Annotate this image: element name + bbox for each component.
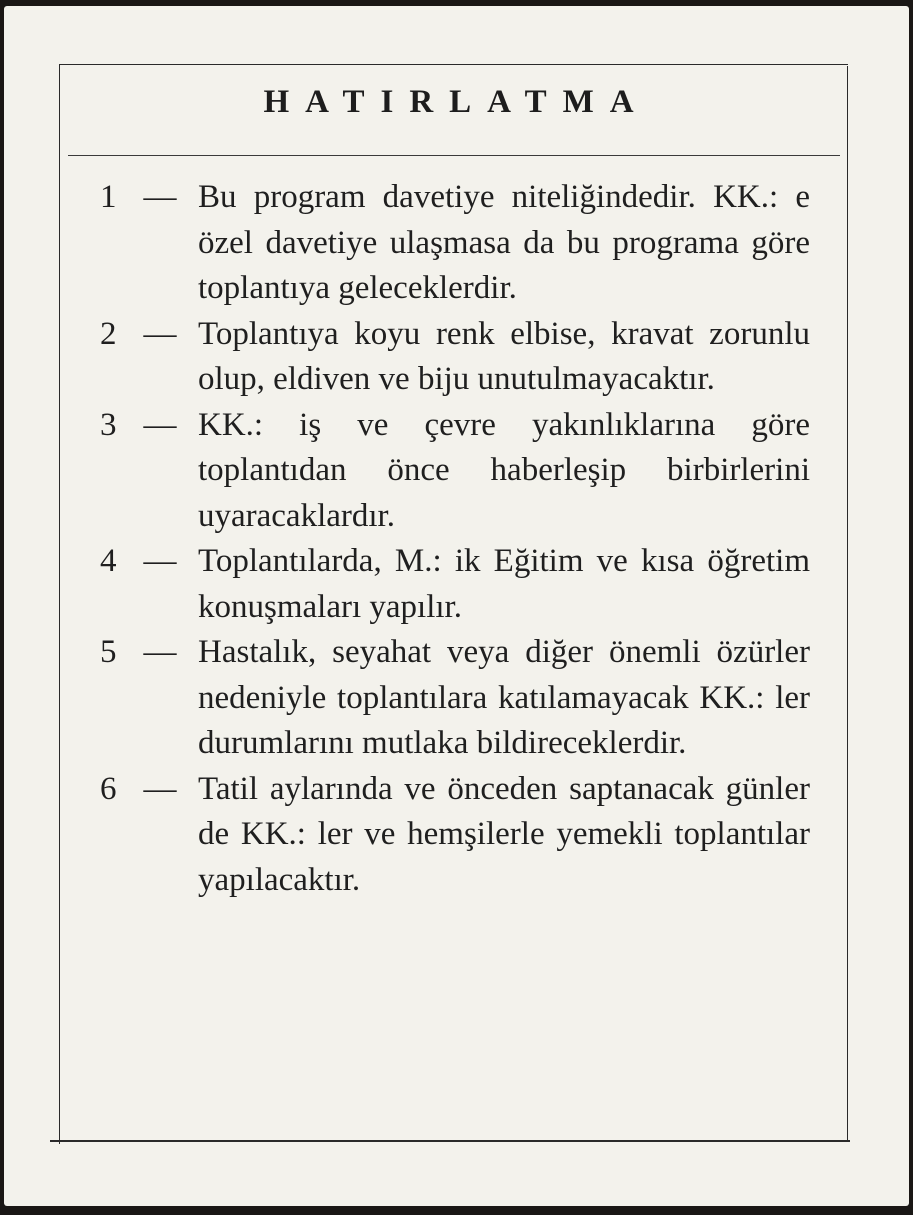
list-item — [100, 630, 810, 767]
item-text: Toplantıya koyu renk elbise, kravat zorunlu olup, eldiven ve biju unutulmayacaktır. — [198, 315, 810, 397]
frame-right-border — [847, 66, 848, 1142]
item-dash: — — [143, 406, 177, 443]
item-number: 4 — [100, 543, 117, 579]
reminder-list — [100, 175, 810, 903]
list-item — [100, 403, 810, 540]
item-dash: — — [143, 179, 177, 215]
frame-left-border — [59, 64, 60, 1144]
item-number: 1 — [100, 179, 117, 215]
page-title: HATIRLATMA — [263, 84, 650, 120]
item-text: Bu program davetiye niteliğindedir. KK.: e özel davetiye ulaşmasa da bu programa göre toplantıya geleceklerdir. — [198, 179, 810, 306]
frame-bottom-border — [50, 1140, 850, 1142]
item-dash: — — [143, 315, 177, 352]
item-dash: — — [143, 634, 177, 670]
item-text: Hastalık, seyahat veya diğer önemli özürler nedeniyle toplantılara katılamayacak KK.: ler durumlarını mutlaka bildireceklerdir. — [198, 634, 810, 761]
item-dash: — — [143, 770, 177, 807]
item-number: 5 — [100, 634, 117, 670]
item-text: Tatil aylarında ve önceden saptanacak günler de KK.: ler ve hemşilerle yemekli toplantılar yapılacaktır. — [198, 770, 810, 898]
title-divider — [68, 155, 840, 156]
list-item — [100, 175, 810, 312]
list-item — [100, 767, 810, 904]
list-item — [100, 539, 810, 630]
frame-top-border — [59, 64, 848, 65]
item-dash: — — [143, 543, 177, 579]
item-number: 2 — [100, 315, 117, 352]
list-item — [100, 312, 810, 403]
item-number: 6 — [100, 770, 117, 807]
item-text: Toplantılarda, M.: ik Eğitim ve kısa öğretim konuşmaları yapılır. — [198, 543, 810, 625]
item-number: 3 — [100, 406, 117, 443]
item-text: KK.: iş ve çevre yakınlıklarına göre toplantıdan önce haberleşip birbirlerini uyaracaklardır. — [198, 406, 810, 534]
